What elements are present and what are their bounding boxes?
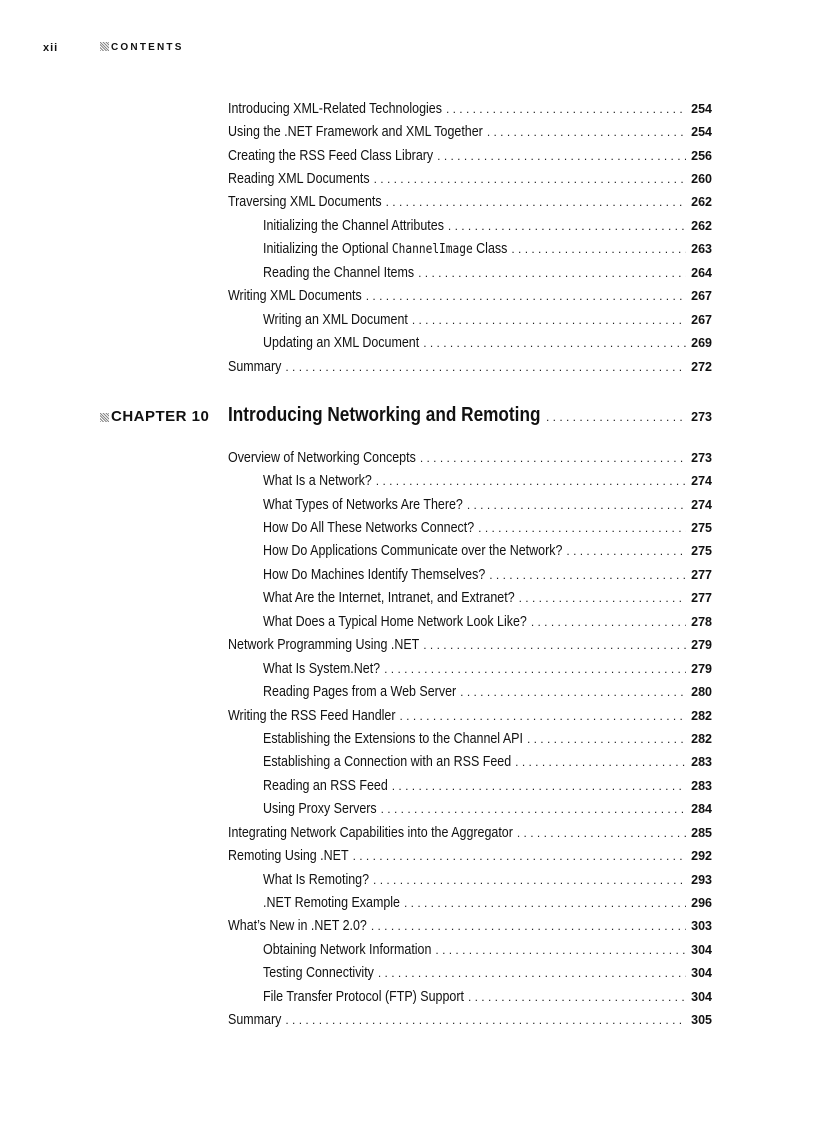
toc-entry-page: 304 [691, 966, 712, 981]
leader-dots [418, 266, 686, 280]
leader-dots [384, 662, 686, 676]
toc-entry[interactable] [228, 238, 712, 261]
leader-dots [374, 172, 686, 186]
leader-dots [460, 685, 686, 699]
leader-dots [546, 410, 686, 424]
toc-entry-title: Remoting Using .NET [228, 848, 349, 865]
leader-dots [446, 102, 686, 116]
toc-entry[interactable] [228, 891, 712, 914]
leader-dots [366, 289, 686, 303]
leader-dots [437, 149, 686, 163]
leader-dots [517, 826, 686, 840]
toc-entry-page: 277 [691, 591, 712, 606]
toc-entry-page: 254 [691, 125, 712, 140]
toc-entry-page: 305 [691, 1013, 712, 1028]
toc-entry-title: How Do All These Networks Connect? [263, 520, 475, 537]
toc-entry[interactable] [228, 493, 712, 516]
toc-entry-title: Integrating Network Capabilities into the Aggregator [228, 824, 513, 841]
toc-entry-title: Establishing a Connection with an RSS Feed [263, 754, 512, 771]
leader-dots [285, 360, 686, 374]
toc-entry-page: 304 [691, 989, 712, 1004]
running-header-title: CONTENTS [111, 42, 184, 53]
running-header [100, 42, 184, 53]
toc-entry[interactable] [228, 774, 712, 797]
toc-entry-page: 277 [691, 567, 712, 582]
toc-section-chapter-9 [228, 97, 712, 378]
chapter-label-text: CHAPTER 10 [111, 408, 210, 425]
leader-dots [423, 336, 686, 350]
leader-dots [531, 615, 686, 629]
toc-entry[interactable] [228, 727, 712, 750]
toc-entry-title: Reading an RSS Feed [263, 777, 388, 794]
toc-entry-page: 273 [691, 450, 712, 465]
toc-entry[interactable] [228, 308, 712, 331]
hatch-marker-icon [100, 413, 109, 422]
toc-entry[interactable] [228, 540, 712, 563]
leader-dots [468, 990, 686, 1004]
toc-entry-title: Initializing the Channel Attributes [263, 217, 444, 234]
toc-entry-page: 280 [691, 685, 712, 700]
toc-entry-page: 256 [691, 148, 712, 163]
toc-entry[interactable] [228, 751, 712, 774]
leader-dots [511, 242, 686, 256]
toc-entry[interactable] [228, 144, 712, 167]
toc-entry-page: 283 [691, 755, 712, 770]
toc-entry-page: 279 [691, 638, 712, 653]
leader-dots [467, 498, 686, 512]
toc-entry-page: 296 [691, 896, 712, 911]
chapter-page: 273 [691, 410, 712, 424]
toc-entry-title-part: Class [472, 241, 508, 258]
toc-entry-title-part: Initializing the Optional [263, 241, 392, 258]
toc-entry[interactable] [228, 469, 712, 492]
chapter-label [100, 408, 209, 425]
toc-entry-page: 274 [691, 497, 712, 512]
toc-entry[interactable] [228, 938, 712, 961]
leader-dots [515, 755, 686, 769]
toc-entry-title: Network Programming Using .NET [228, 637, 420, 654]
leader-dots [400, 709, 687, 723]
toc-entry[interactable] [228, 97, 712, 120]
toc-entry[interactable] [228, 446, 712, 469]
toc-entry[interactable] [228, 285, 712, 308]
leader-dots [392, 779, 686, 793]
toc-entry-page: 284 [691, 802, 712, 817]
toc-entry[interactable] [228, 634, 712, 657]
toc-entry-title: What Is System.Net? [263, 660, 381, 677]
hatch-marker-icon [100, 42, 109, 51]
leader-dots [353, 849, 686, 863]
leader-dots [489, 568, 686, 582]
toc-entry[interactable] [228, 985, 712, 1008]
toc-entry-page: 303 [691, 919, 712, 934]
toc-entry[interactable] [228, 355, 712, 378]
toc-entry[interactable] [228, 331, 712, 354]
chapter-heading[interactable] [228, 404, 712, 427]
toc-entry-title: Summary [228, 358, 282, 375]
toc-entry[interactable] [228, 516, 712, 539]
leader-dots [420, 451, 686, 465]
toc-entry[interactable] [228, 704, 712, 727]
toc-entry-title: Introducing XML-Related Technologies [228, 100, 442, 117]
toc-entry-title: Using the .NET Framework and XML Together [228, 124, 483, 141]
leader-dots [285, 1013, 686, 1027]
toc-entry-page: 282 [691, 731, 712, 746]
toc-entry-page: 279 [691, 661, 712, 676]
toc-entry-page: 267 [691, 312, 712, 327]
chapter-title: Introducing Networking and Remoting [228, 404, 541, 426]
toc-entry-page: 263 [691, 242, 712, 257]
leader-dots [423, 638, 686, 652]
toc-entry-page: 264 [691, 265, 712, 280]
leader-dots [376, 474, 686, 488]
toc-entry[interactable] [228, 167, 712, 190]
toc-entry[interactable] [228, 915, 712, 938]
toc-entry-page: 275 [691, 544, 712, 559]
leader-dots [566, 544, 686, 558]
toc-entry-page: 293 [691, 872, 712, 887]
toc-entry-title: Overview of Networking Concepts [228, 449, 416, 466]
leader-dots [435, 943, 686, 957]
toc-entry-title: Obtaining Network Information [263, 941, 432, 958]
toc-entry-page: 260 [691, 172, 712, 187]
leader-dots [478, 521, 686, 535]
leader-dots [448, 219, 686, 233]
toc-entry[interactable] [228, 191, 712, 214]
toc-entry-page: 282 [691, 708, 712, 723]
leader-dots [519, 591, 686, 605]
toc-entry[interactable] [228, 261, 712, 284]
toc-entry[interactable] [228, 657, 712, 680]
toc-entry-title: Summary [228, 1012, 282, 1029]
toc-entry-title: Writing an XML Document [263, 311, 408, 328]
toc-entry-title: What’s New in .NET 2.0? [228, 918, 367, 935]
toc-entry-title: What Is Remoting? [263, 871, 370, 888]
toc-section-chapter-10 [228, 446, 712, 1032]
toc-entry-title: Writing the RSS Feed Handler [228, 707, 396, 724]
toc-entry[interactable] [228, 563, 712, 586]
toc-entry-page: 304 [691, 942, 712, 957]
toc-entry[interactable] [228, 610, 712, 633]
toc-entry-title: What Is a Network? [263, 473, 372, 490]
toc-entry[interactable] [228, 587, 712, 610]
toc-entry-page: 274 [691, 474, 712, 489]
toc-entry-page: 283 [691, 778, 712, 793]
toc-entry-title: Updating an XML Document [263, 335, 420, 352]
toc-entry-title: Reading the Channel Items [263, 264, 415, 281]
toc-entry-page: 278 [691, 614, 712, 629]
leader-dots [386, 195, 686, 209]
toc-entry-title: Traversing XML Documents [228, 194, 382, 211]
toc-entry-title: Reading Pages from a Web Server [263, 684, 457, 701]
leader-dots [412, 313, 686, 327]
toc-entry-title: How Do Machines Identify Themselves? [263, 566, 486, 583]
toc-entry-title: .NET Remoting Example [263, 895, 400, 912]
leader-dots [378, 966, 686, 980]
toc-entry-title: Reading XML Documents [228, 171, 370, 188]
toc-entry-page: 267 [691, 289, 712, 304]
toc-entry-title: Establishing the Extensions to the Channel API [263, 730, 523, 747]
toc-entry-title: Using Proxy Servers [263, 801, 377, 818]
toc-entry[interactable] [228, 120, 712, 143]
toc-entry-title: How Do Applications Communicate over the Network? [263, 543, 563, 560]
toc-entry-page: 272 [691, 359, 712, 374]
toc-entry-code: ChannelImage [391, 242, 473, 258]
page-number: xii [43, 42, 59, 54]
toc-entry[interactable] [228, 798, 712, 821]
toc-entry-title: File Transfer Protocol (FTP) Support [263, 988, 464, 1005]
toc-entry[interactable] [228, 214, 712, 237]
toc-entry-title [263, 241, 507, 257]
toc-entry-page: 262 [691, 195, 712, 210]
toc-entry-page: 254 [691, 101, 712, 116]
leader-dots [404, 896, 686, 910]
toc-entry-page: 262 [691, 218, 712, 233]
toc-entry[interactable] [228, 680, 712, 703]
leader-dots [487, 125, 686, 139]
leader-dots [371, 919, 686, 933]
leader-dots [381, 802, 686, 816]
toc-entry-page: 292 [691, 849, 712, 864]
toc-entry[interactable] [228, 821, 712, 844]
toc-entry-title: What Types of Networks Are There? [263, 496, 463, 513]
toc-entry-title: Testing Connectivity [263, 965, 374, 982]
toc-entry[interactable] [228, 1009, 712, 1032]
toc-entry[interactable] [228, 962, 712, 985]
toc-entry[interactable] [228, 844, 712, 867]
toc-entry[interactable] [228, 868, 712, 891]
toc-entry-page: 275 [691, 521, 712, 536]
toc-entry-page: 269 [691, 336, 712, 351]
toc-entry-title: What Are the Internet, Intranet, and Extranet? [263, 590, 515, 607]
toc-entry-title: Writing XML Documents [228, 288, 362, 305]
toc-entry-title: What Does a Typical Home Network Look Like? [263, 613, 527, 630]
toc-entry-title: Creating the RSS Feed Class Library [228, 147, 434, 164]
leader-dots [373, 873, 686, 887]
leader-dots [527, 732, 686, 746]
toc-entry-page: 285 [691, 825, 712, 840]
